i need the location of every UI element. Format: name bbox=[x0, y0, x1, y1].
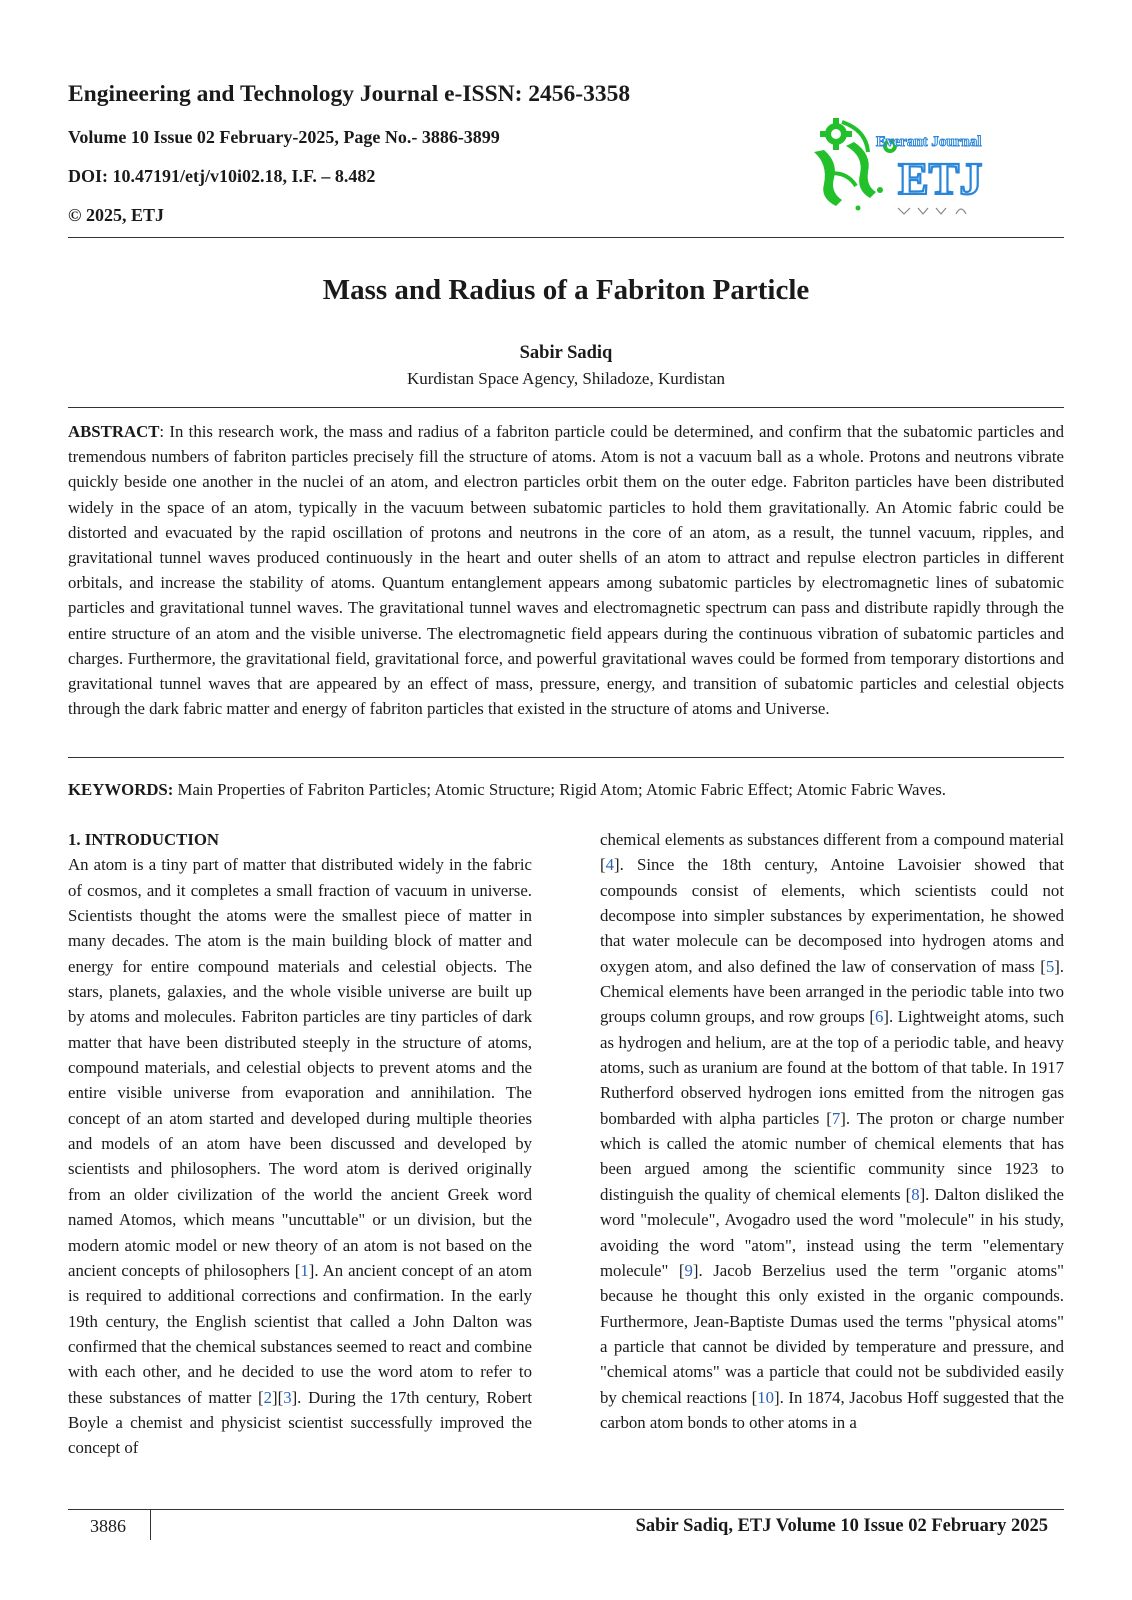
journal-header bbox=[68, 78, 768, 227]
right-column bbox=[600, 827, 1064, 1435]
text-segment: chemical elements as substances different from a compound material [ bbox=[600, 830, 1064, 875]
abstract-top-rule bbox=[68, 407, 1064, 408]
citation-link[interactable]: 2 bbox=[263, 1387, 272, 1407]
logo-main-text: ETJ bbox=[898, 153, 983, 204]
citation-link[interactable]: 3 bbox=[283, 1387, 292, 1407]
citation-link[interactable]: 9 bbox=[684, 1260, 693, 1280]
section-heading: 1. INTRODUCTION bbox=[68, 830, 220, 849]
text-segment: ]. Jacob Berzelius used the term "organic atoms" because he thought this only existed in the organic compounds. Furthermore, Jean-Baptiste Dumas used the terms "physical atoms" a particle that cannot be divided by temperature and pressure, and "chemical atoms" was a particle that could not be subdivided easily by chemical reactions [ bbox=[600, 1260, 1065, 1407]
text-segment: ]. In 1874, Jacobus Hoff suggested that the carbon atom bonds to other atoms in a bbox=[600, 1387, 1064, 1432]
text-segment: ]. During the 17th century, Robert Boyle a chemist and physicist scientist successfully improved the concept of bbox=[68, 1387, 532, 1458]
text-segment: ][ bbox=[272, 1387, 284, 1407]
text-segment: ]. An ancient concept of an atom is required to additional corrections and confirmation. In the early 19th century, the English scientist that called a John Dalton was confirmed that the chemical substances seemed to react and combine with each other, and he decided to use the word atom to refer to these substances of matter [ bbox=[68, 1260, 532, 1407]
abstract-bottom-rule bbox=[68, 757, 1064, 758]
left-column bbox=[68, 827, 532, 1461]
header-rule bbox=[68, 237, 1064, 238]
volume-info: Volume 10 Issue 02 February-2025, Page No.- 3886-3899 bbox=[68, 127, 500, 147]
paper-title: Mass and Radius of a Fabriton Particle bbox=[322, 274, 810, 306]
citation-link[interactable]: 6 bbox=[875, 1007, 884, 1027]
footer-separator bbox=[150, 1510, 151, 1540]
text-segment: ]. Chemical elements have been arranged in the periodic table into two groups column groups, and row groups [ bbox=[600, 956, 1064, 1027]
citation-link[interactable]: 10 bbox=[757, 1387, 775, 1407]
text-segment: ]. Since the 18th century, Antoine Lavoisier showed that compounds consist of elements, which scientists could not decompose into simpler substances by experimentation, he showed that water molecule can be decomposed into hydrogen atoms and oxygen atom, and also defined the law of conservation of mass [ bbox=[600, 855, 1064, 976]
abstract bbox=[68, 419, 1064, 721]
doi-info: DOI: 10.47191/etj/v10i02.18, I.F. – 8.482 bbox=[68, 166, 376, 186]
journal-name: Engineering and Technology Journal e-ISSN: 2456-3358 bbox=[68, 81, 631, 107]
citation-link[interactable]: 8 bbox=[911, 1184, 920, 1204]
intro-left-text bbox=[68, 852, 532, 1460]
journal-logo bbox=[806, 112, 1026, 222]
citation-link[interactable]: 5 bbox=[1045, 956, 1055, 976]
author-name: Sabir Sadiq bbox=[519, 343, 613, 363]
footer-rule bbox=[68, 1509, 1064, 1510]
intro-right-text bbox=[600, 827, 1064, 1435]
text-segment: ]. The proton or charge number which is called the atomic number of chemical elements that has been argued among the scientific community since 1923 to distinguish the quality of chemical elements [ bbox=[600, 1108, 1064, 1204]
citation-link[interactable]: 7 bbox=[831, 1108, 841, 1128]
page-number: 3886 bbox=[90, 1516, 126, 1536]
keywords-text: Main Properties of Fabriton Particles; Atomic Structure; Rigid Atom; Atomic Fabric Effect; Atomic Fabric Waves. bbox=[173, 780, 946, 799]
citation-link[interactable]: 4 bbox=[605, 855, 614, 875]
text-segment: ]. Lightweight atoms, such as hydrogen and helium, are at the top of a periodic table, and heavy atoms, such as uranium are found at the bottom of that table. In 1917 Rutherford observed hydrogen ions emitted from the nitrogen gas bombarded with alpha particles [ bbox=[600, 1007, 1064, 1128]
author-affiliation: Kurdistan Space Agency, Shiladoze, Kurdistan bbox=[406, 369, 726, 388]
keywords-label: KEYWORDS: bbox=[68, 780, 174, 799]
abstract-text: : In this research work, the mass and radius of a fabriton particle could be determined, and confirm that the subatomic particles and tremendous numbers of fabriton particles precisely fill the structure of atoms. Atom is not a vacuum ball as a whole. Protons and neutrons vibrate quickly beside one another in the nuclei of an atom, and electron particles orbit them on the outer edge. Fabriton particles have been distributed widely in the space of an atom, typically in the vacuum between subatomic particles to hold them gravitationally. An Atomic fabric could be distorted and evacuated by the rapid oscillation of protons and neutrons in the core of an atom, as a result, the tunnel vacuum, ripples, and gravitational tunnel waves produced continuously in the heart and outer shells of an atom to attract and repulse electron particles in different orbitals, and increase the stability of atoms. Quantum entanglement appears among subatomic particles by electromagnetic lines of subatomic particles and gravitational tunnel waves. The gravitational tunnel waves and electromagnetic spectrum can pass and distribute rapidly through the entire structure of an atom and the visible universe. The electromagnetic field appears during the continuous vibration of subatomic particles and charges. Furthermore, the gravitational field, gravitational force, and powerful gravitational waves could be formed from temporary distortions and gravitational tunnel waves that are appeared by an effect of mass, pressure, energy, and transition of subatomic particles and celestial objects through the dark fabric matter and energy of fabriton particles that existed in the structure of atoms and Universe. bbox=[68, 422, 1064, 719]
running-footer: Sabir Sadiq, ETJ Volume 10 Issue 02 February 2025 bbox=[635, 1516, 1048, 1536]
keywords bbox=[68, 778, 1064, 802]
etj-logo-graphic bbox=[806, 112, 1026, 222]
text-segment: ]. Dalton disliked the word "molecule", Avogadro used the word "molecule" in his study, avoiding the word "atom", instead using the term "elementary molecule" [ bbox=[600, 1184, 1064, 1280]
logo-top-text: Everant Journal bbox=[876, 134, 982, 150]
abstract-label: ABSTRACT bbox=[68, 422, 160, 441]
copyright-info: © 2025, ETJ bbox=[68, 205, 164, 225]
citation-link[interactable]: 1 bbox=[300, 1260, 309, 1280]
text-segment: An atom is a tiny part of matter that distributed widely in the fabric of cosmos, and it completes a small fraction of vacuum in universe. Scientists thought the atoms were the smallest piece of matter in many decades. The atom is the main building block of matter and energy for entire compound materials and celestial objects. The stars, planets, galaxies, and the whole visible universe are built up by atoms and molecules. Fabriton particles are tiny particles of dark matter that have been distributed steeply in the structure of atoms, compound materials, and celestial objects to prevent atoms and the entire visible universe from evaporation and annihilation. The concept of an atom started and developed during multiple theories and models of an atom have been discussed and developed by scientists and philosophers. The word atom is derived originally from an older civilization of the world the ancient Greek word named Atomos, which means "uncuttable" or un division, but the modern atomic model or new theory of an atom is not based on the ancient concepts of philosophers [ bbox=[68, 855, 532, 1280]
